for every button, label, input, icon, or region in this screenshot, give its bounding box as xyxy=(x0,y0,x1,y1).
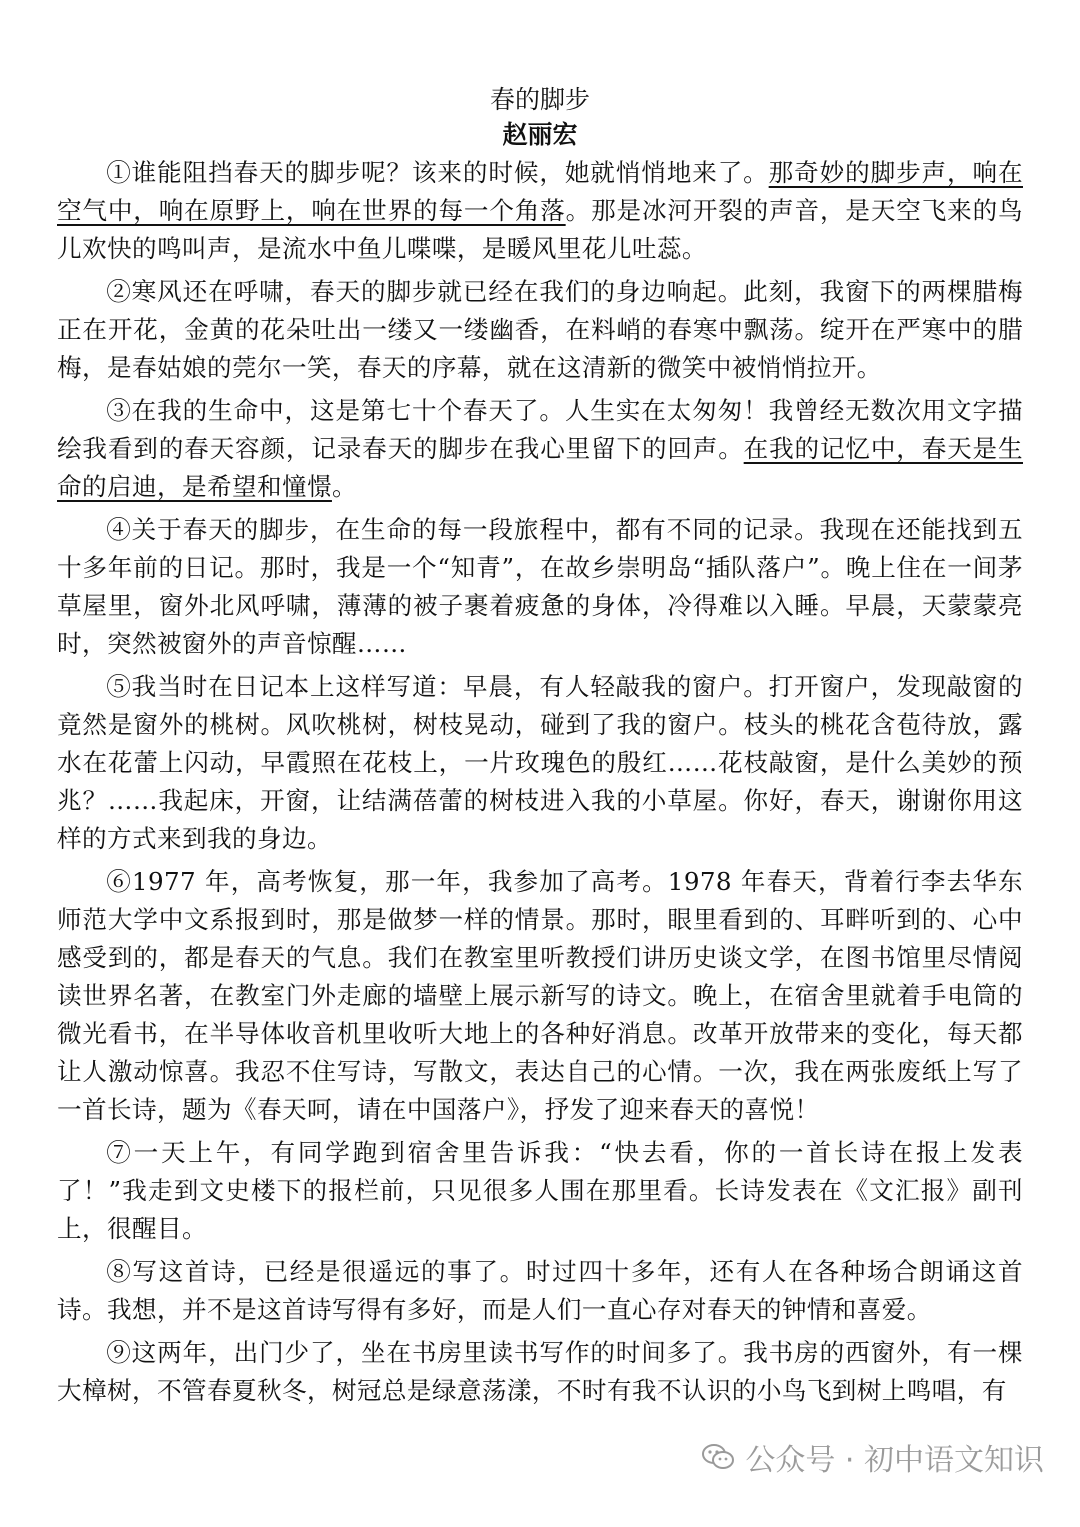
paragraph-8: ⑧写这首诗，已经是很遥远的事了。时过四十多年，还有人在各种场合朗诵这首诗。我想，并不是这首诗写得有多好，而是人们一直心存对春天的钟情和喜爱。 xyxy=(57,1257,1023,1324)
article xyxy=(57,82,1023,1415)
watermark-text: 公众号 · 初中语文知识 xyxy=(745,1443,1044,1478)
paragraph-1: ①谁能阻挡春天的脚步呢？该来的时候，她就悄悄地来了。那奇妙的脚步声，响在空气中，响在原野上，响在世界的每一个角落。那是冰河开裂的声音，是天空飞来的鸟儿欢快的鸣叫声，是流水中鱼儿喋喋，是暖风里花儿吐蕊。 xyxy=(57,158,1023,263)
underlined-sentence-1: 那奇妙的脚步声，响在空气中，响在原野上，响在世界的每一个角落 xyxy=(57,158,1023,225)
paragraph-5: ⑤我当时在日记本上这样写道：早晨，有人轻敲我的窗户。打开窗户，发现敲窗的竟然是窗外的桃树。风吹桃树，树枝晃动，碰到了我的窗户。枝头的桃花含苞待放，露水在花蕾上闪动，早霞照在花枝上，一片玫瑰色的殷红……花枝敲窗，是什么美妙的预兆？……我起床，开窗，让结满蓓蕾的树枝进入我的小草屋。你好，春天，谢谢你用这样的方式来到我的身边。 xyxy=(57,672,1023,853)
paragraph-4: ④关于春天的脚步，在生命的每一段旅程中，都有不同的记录。我现在还能找到五十多年前的日记。那时，我是一个“知青”，在故乡崇明岛“插队落户”。晚上住在一间茅草屋里，窗外北风呼啸，薄薄的被子裹着疲惫的身体，冷得难以入睡。早晨，天蒙蒙亮时，突然被窗外的声音惊醒…… xyxy=(57,515,1023,658)
paragraph-9: ⑨这两年，出门少了，坐在书房里读书写作的时间多了。我书房的西窗外，有一棵大樟树，不管春夏秋冬，树冠总是绿意荡漾，不时有我不认识的小鸟飞到树上鸣唱，有 xyxy=(57,1338,1023,1405)
paragraph-6: ⑥1977 年，高考恢复，那一年，我参加了高考。1978 年春天，背着行李去华东师范大学中文系报到时，那是做梦一样的情景。那时，眼里看到的、耳畔听到的、心中感受到的，都是春天的气息。我们在教室里听教授们讲历史谈文学，在图书馆里尽情阅读世界名著，在教室门外走廊的墙壁上展示新写的诗文。晚上，在宿舍里就着手电筒的微光看书，在半导体收音机里收听大地上的各种好消息。改革开放带来的变化，每天都让人激动惊喜。我忍不住写诗，写散文，表达自己的心情。一次，我在两张废纸上写了一首长诗，题为《春天呵，请在中国落户》，抒发了迎来春天的喜悦！ xyxy=(57,867,1023,1124)
watermark xyxy=(701,1435,1044,1479)
paragraph-7: ⑦一天上午，有同学跑到宿舍里告诉我：“快去看，你的一首长诗在报上发表了！”我走到文史楼下的报栏前，只见很多人围在那里看。长诗发表在《文汇报》副刊上，很醒目。 xyxy=(57,1138,1023,1243)
paragraph-2: ②寒风还在呼啸，春天的脚步就已经在我们的身边响起。此刻，我窗下的两棵腊梅正在开花，金黄的花朵吐出一缕又一缕幽香，在料峭的春寒中飘荡。绽开在严寒中的腊梅，是春姑娘的莞尔一笑，春天的序幕，就在这清新的微笑中被悄悄拉开。 xyxy=(57,277,1023,382)
paragraph-3: ③在我的生命中，这是第七十个春天了。人生实在太匆匆！我曾经无数次用文字描绘我看到的春天容颜，记录春天的脚步在我心里留下的回声。在我的记忆中，春天是生命的启迪，是希望和憧憬。 xyxy=(57,396,1023,501)
article-title: 春的脚步 xyxy=(489,85,590,114)
article-author: 赵丽宏 xyxy=(502,120,578,149)
wechat-icon xyxy=(701,1442,735,1472)
underlined-sentence-2: 在我的记忆中，春天是生命的启迪，是希望和憧憬 xyxy=(57,434,1023,501)
